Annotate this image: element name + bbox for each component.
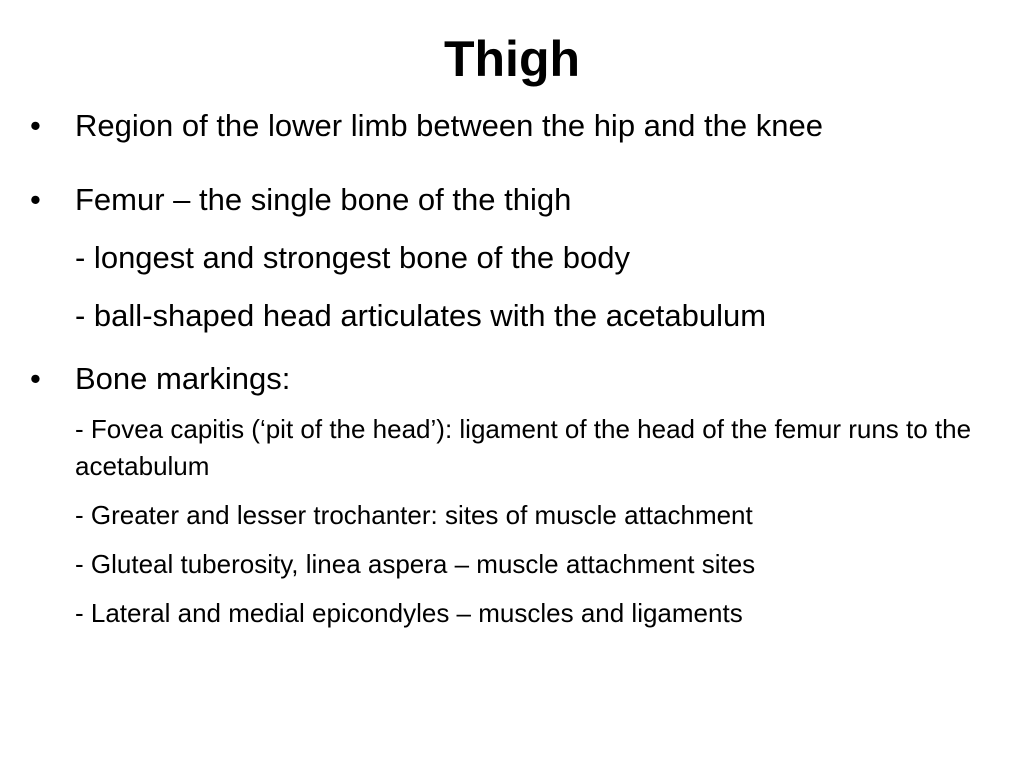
sub-point-longest: - longest and strongest bone of the body — [75, 240, 630, 275]
slide-title: Thigh — [443, 31, 581, 87]
bullet-text: Femur – the single bone of the thigh — [75, 182, 572, 217]
sub-point-fovea-capitis: - Fovea capitis (‘pit of the head’): ligament of the head of the femur runs to the acetabulum — [75, 414, 972, 481]
sub-point-ball-head: - ball-shaped head articulates with the acetabulum — [75, 298, 767, 333]
bullet-text: Bone markings: — [75, 361, 291, 396]
bullet-femur — [30, 178, 1000, 222]
bullet-region — [30, 104, 1000, 148]
bullet-dot: • — [30, 182, 41, 217]
sub-point-epicondyles: - Lateral and medial epicondyles – muscles and ligaments — [75, 598, 743, 628]
sub-point-trochanter: - Greater and lesser trochanter: sites of muscle attachment — [75, 500, 753, 530]
bullet-dot: • — [30, 108, 41, 143]
slide-content — [30, 104, 1000, 632]
bullet-dot: • — [30, 361, 41, 396]
bullet-text: Region of the lower limb between the hip and the knee — [75, 108, 823, 143]
sub-point-gluteal-tuberosity: - Gluteal tuberosity, linea aspera – muscle attachment sites — [75, 549, 756, 579]
bullet-bone-markings — [30, 357, 1000, 401]
